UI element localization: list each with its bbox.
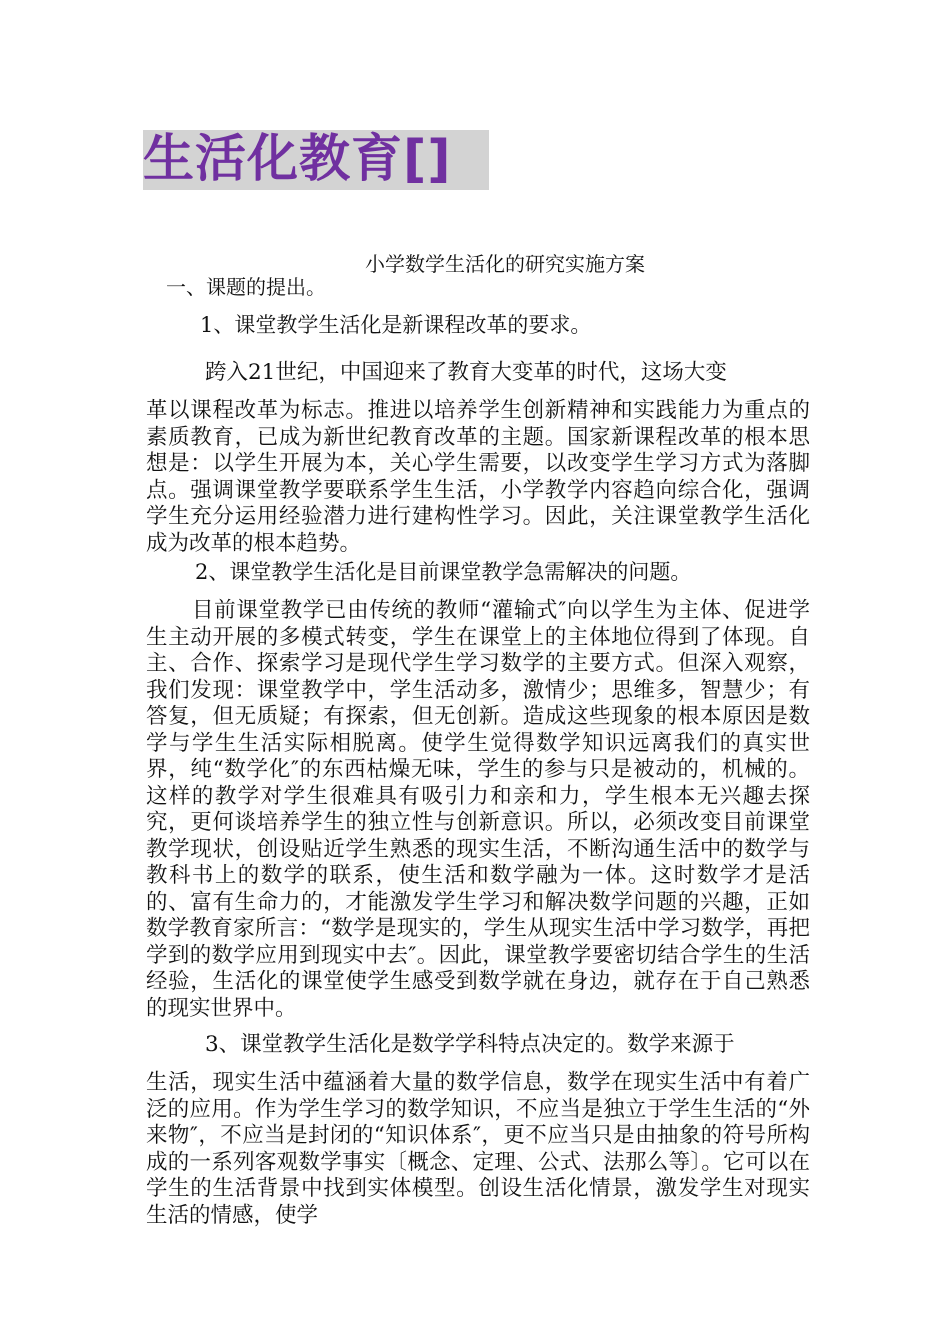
item3-first-line: 3、课堂教学生活化是数学学科特点决定的。数学来源于 — [205, 1032, 735, 1057]
section-heading: 一、课题的提出。 — [166, 275, 326, 299]
document-subtitle: 小学数学生活化的研究实施方案 — [365, 252, 645, 276]
item1-first-line: 跨入21世纪，中国迎来了教育大变革的时代，这场大变 — [205, 360, 727, 385]
item1-paragraph: 革以课程改革为标志。推进以培养学生创新精神和实践能力为重点的素质教育，已成为新世纪教育改革的主题。国家新课程改革的根本思想是：以学生开展为本，关心学生需要，以改变学生学习方式为落脚点。强调课堂教学要联系学生生活，小学教学内容趋向综合化，强调学生充分运用经验潜力进行建构性学习。因此，关注课堂教学生活化成为改革的根本趋势。 — [146, 398, 810, 556]
document-title — [143, 130, 489, 190]
item2-heading: 2、课堂教学生活化是目前课堂教学急需解决的问题。 — [195, 560, 692, 584]
item1-heading: 1、课堂教学生活化是新课程改革的要求。 — [200, 313, 592, 337]
item3-paragraph: 生活，现实生活中蕴涵着大量的数学信息，数学在现实生活中有着广泛的应用。作为学生学习的数学知识，不应当是独立于学生生活的“外来物″，不应当是封闭的“知识体系″，更不应当只是由抽象的符号所构成的一系列客观数学事实〔概念、定理、公式、法那么等〕。它可以在学生的生活背景中找到实体模型。创设生活化情景，激发学生对现实生活的情感，使学 — [146, 1070, 810, 1228]
document-title-text: 生活化教育[] — [143, 130, 452, 189]
item2-paragraph: 目前课堂教学已由传统的教师“灌输式″向以学生为主体、促进学生主动开展的多模式转变，学生在课堂上的主体地位得到了体现。自主、合作、探索学习是现代学生学习数学的主要方式。但深入观察，我们发现：课堂教学中，学生活动多，激情少；思维多，智慧少；有答复，但无质疑；有探索，但无创新。造成这些现象的根本原因是数学与学生生活实际相脱离。使学生觉得数学知识远离我们的真实世界，纯“数学化″的东西枯燥无味，学生的参与只是被动的，机械的。这样的教学对学生很难具有吸引力和亲和力，学生根本无兴趣去探究，更何谈培养学生的独立性与创新意识。所以，必须改变目前课堂教学现状，创设贴近学生熟悉的现实生活，不断沟通生活中的数学与教科书上的数学的联系，使生活和数学融为一体。这时数学才是活的、富有生命力的，才能激发学生学习和解决数学问题的兴趣，正如数学教育家所言：“数学是现实的，学生从现实生活中学习数学，再把学到的数学应用到现实中去″。因此，课堂教学要密切结合学生的生活经验，生活化的课堂使学生感受到数学就在身边，就存在于自己熟悉的现实世界中。 — [146, 598, 810, 1021]
